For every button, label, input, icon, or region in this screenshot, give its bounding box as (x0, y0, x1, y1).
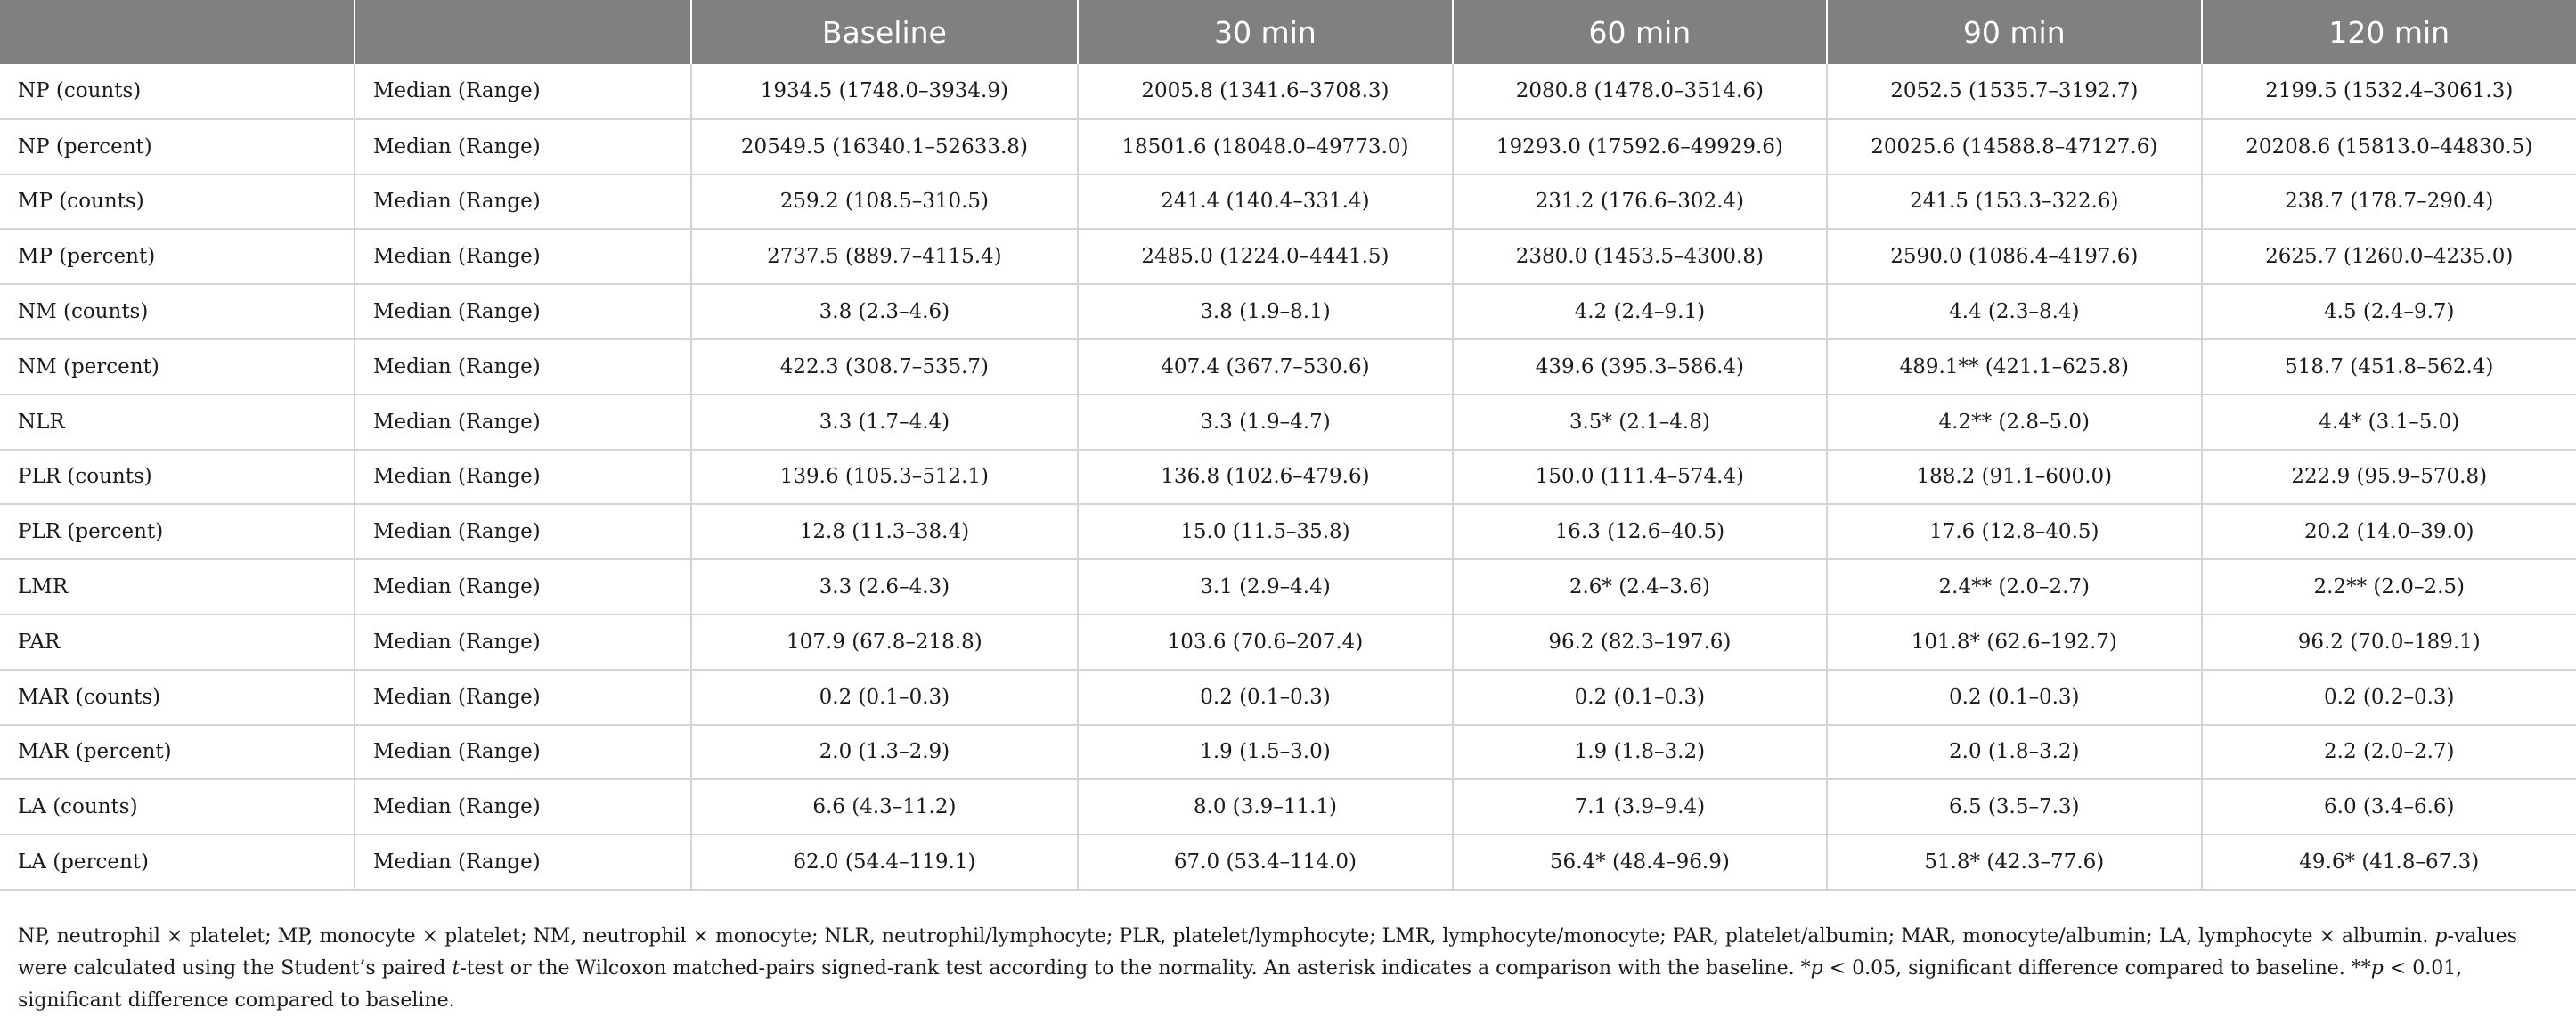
value-cell: 4.4* (3.1–5.0) (2202, 395, 2576, 450)
value-cell: 3.3 (1.7–4.4) (691, 395, 1079, 450)
footnote-text: -test or the Wilcoxon matched-pairs signed-rank test according to the normality. An asterisk indicates a comparison with the baseline. * (460, 957, 1810, 980)
row-label: PLR (counts) (0, 450, 355, 505)
value-cell: 136.8 (102.6–479.6) (1078, 450, 1452, 505)
table-header-row (0, 0, 2576, 64)
footnote-text: -values were calculated using the Student’s paired (18, 925, 2517, 980)
footnote-italic-t: t (452, 957, 461, 980)
row-label: MAR (counts) (0, 670, 355, 725)
value-cell: 2.6* (2.4–3.6) (1453, 559, 1827, 614)
value-cell: 2080.8 (1478.0–3514.6) (1453, 64, 1827, 119)
value-cell: 422.3 (308.7–535.7) (691, 339, 1079, 395)
header-cell-label (0, 0, 355, 64)
table-row (0, 834, 2576, 890)
value-cell: 0.2 (0.1–0.3) (1078, 670, 1452, 725)
table-row (0, 229, 2576, 284)
value-cell: 238.7 (178.7–290.4) (2202, 175, 2576, 230)
value-cell: 107.9 (67.8–218.8) (691, 614, 1079, 670)
value-cell: 188.2 (91.1–600.0) (1827, 450, 2201, 505)
value-cell: 101.8* (62.6–192.7) (1827, 614, 2201, 670)
value-cell: 0.2 (0.1–0.3) (1827, 670, 2201, 725)
table-row (0, 779, 2576, 834)
value-cell: 17.6 (12.8–40.5) (1827, 504, 2201, 559)
row-statistic: Median (Range) (355, 175, 691, 230)
table-row (0, 450, 2576, 505)
row-label: NLR (0, 395, 355, 450)
value-cell: 2590.0 (1086.4–4197.6) (1827, 229, 2201, 284)
value-cell: 15.0 (11.5–35.8) (1078, 504, 1452, 559)
row-statistic: Median (Range) (355, 450, 691, 505)
value-cell: 3.8 (2.3–4.6) (691, 284, 1079, 339)
footnote-italic-p: p (2434, 925, 2447, 948)
value-cell: 3.3 (2.6–4.3) (691, 559, 1079, 614)
value-cell: 231.2 (176.6–302.4) (1453, 175, 1827, 230)
value-cell: 6.6 (4.3–11.2) (691, 779, 1079, 834)
value-cell: 1.9 (1.8–3.2) (1453, 725, 1827, 780)
table-row (0, 614, 2576, 670)
table-footnote (18, 921, 2556, 1017)
row-label: NP (counts) (0, 64, 355, 119)
value-cell: 2.2 (2.0–2.7) (2202, 725, 2576, 780)
value-cell: 2052.5 (1535.7–3192.7) (1827, 64, 2201, 119)
value-cell: 2625.7 (1260.0–4235.0) (2202, 229, 2576, 284)
header-cell-stat (355, 0, 691, 64)
table-row (0, 395, 2576, 450)
value-cell: 2380.0 (1453.5–4300.8) (1453, 229, 1827, 284)
value-cell: 4.2** (2.8–5.0) (1827, 395, 2201, 450)
value-cell: 18501.6 (18048.0–49773.0) (1078, 119, 1452, 175)
value-cell: 150.0 (111.4–574.4) (1453, 450, 1827, 505)
row-label: MAR (percent) (0, 725, 355, 780)
value-cell: 489.1** (421.1–625.8) (1827, 339, 2201, 395)
value-cell: 0.2 (0.2–0.3) (2202, 670, 2576, 725)
table-row (0, 725, 2576, 780)
row-statistic: Median (Range) (355, 64, 691, 119)
row-label: LMR (0, 559, 355, 614)
value-cell: 96.2 (70.0–189.1) (2202, 614, 2576, 670)
table-row (0, 339, 2576, 395)
row-label: LA (counts) (0, 779, 355, 834)
value-cell: 2199.5 (1532.4–3061.3) (2202, 64, 2576, 119)
value-cell: 3.1 (2.9–4.4) (1078, 559, 1452, 614)
row-label: LA (percent) (0, 834, 355, 890)
value-cell: 96.2 (82.3–197.6) (1453, 614, 1827, 670)
row-statistic: Median (Range) (355, 119, 691, 175)
header-cell-30-min: 30 min (1078, 0, 1452, 64)
value-cell: 3.3 (1.9–4.7) (1078, 395, 1452, 450)
footnote-text: < 0.01, significant difference compared to baseline. (18, 957, 2462, 1012)
table-body (0, 64, 2576, 890)
value-cell: 2.4** (2.0–2.7) (1827, 559, 2201, 614)
header-cell-baseline: Baseline (691, 0, 1079, 64)
value-cell: 67.0 (53.4–114.0) (1078, 834, 1452, 890)
value-cell: 2.2** (2.0–2.5) (2202, 559, 2576, 614)
footnote-italic-p: p (2371, 957, 2384, 980)
value-cell: 56.4* (48.4–96.9) (1453, 834, 1827, 890)
value-cell: 7.1 (3.9–9.4) (1453, 779, 1827, 834)
value-cell: 1.9 (1.5–3.0) (1078, 725, 1452, 780)
value-cell: 1934.5 (1748.0–3934.9) (691, 64, 1079, 119)
row-label: MP (percent) (0, 229, 355, 284)
value-cell: 2005.8 (1341.6–3708.3) (1078, 64, 1452, 119)
value-cell: 20549.5 (16340.1–52633.8) (691, 119, 1079, 175)
value-cell: 2.0 (1.8–3.2) (1827, 725, 2201, 780)
row-label: NM (counts) (0, 284, 355, 339)
row-statistic: Median (Range) (355, 229, 691, 284)
value-cell: 6.5 (3.5–7.3) (1827, 779, 2201, 834)
value-cell: 139.6 (105.3–512.1) (691, 450, 1079, 505)
value-cell: 241.5 (153.3–322.6) (1827, 175, 2201, 230)
value-cell: 3.5* (2.1–4.8) (1453, 395, 1827, 450)
value-cell: 16.3 (12.6–40.5) (1453, 504, 1827, 559)
row-statistic: Median (Range) (355, 339, 691, 395)
row-statistic: Median (Range) (355, 559, 691, 614)
value-cell: 241.4 (140.4–331.4) (1078, 175, 1452, 230)
value-cell: 103.6 (70.6–207.4) (1078, 614, 1452, 670)
value-cell: 20208.6 (15813.0–44830.5) (2202, 119, 2576, 175)
table-row (0, 504, 2576, 559)
value-cell: 222.9 (95.9–570.8) (2202, 450, 2576, 505)
row-statistic: Median (Range) (355, 725, 691, 780)
value-cell: 62.0 (54.4–119.1) (691, 834, 1079, 890)
row-label: NM (percent) (0, 339, 355, 395)
row-label: PLR (percent) (0, 504, 355, 559)
value-cell: 2.0 (1.3–2.9) (691, 725, 1079, 780)
header-cell-120-min: 120 min (2202, 0, 2576, 64)
row-statistic: Median (Range) (355, 395, 691, 450)
footnote-italic-p: p (1811, 957, 1823, 980)
footnote-text: < 0.05, significant difference compared to baseline. ** (1823, 957, 2371, 980)
row-label: MP (counts) (0, 175, 355, 230)
table-row (0, 284, 2576, 339)
row-statistic: Median (Range) (355, 670, 691, 725)
table-row (0, 175, 2576, 230)
value-cell: 407.4 (367.7–530.6) (1078, 339, 1452, 395)
value-cell: 49.6* (41.8–67.3) (2202, 834, 2576, 890)
row-statistic: Median (Range) (355, 834, 691, 890)
value-cell: 0.2 (0.1–0.3) (1453, 670, 1827, 725)
footnote-text: NP, neutrophil × platelet; MP, monocyte × platelet; NM, neutrophil × monocyte; NLR, neutrophil/lymphocyte; PLR, platelet/lymphocyte; LMR, lymphocyte/monocyte; PAR, platelet/albumin; MAR, monocyte/albumin; LA, lymphocyte × albumin. (18, 925, 2434, 948)
value-cell: 439.6 (395.3–586.4) (1453, 339, 1827, 395)
value-cell: 20025.6 (14588.8–47127.6) (1827, 119, 2201, 175)
value-cell: 518.7 (451.8–562.4) (2202, 339, 2576, 395)
row-statistic: Median (Range) (355, 284, 691, 339)
row-label: PAR (0, 614, 355, 670)
value-cell: 12.8 (11.3–38.4) (691, 504, 1079, 559)
table-row (0, 670, 2576, 725)
value-cell: 19293.0 (17592.6–49929.6) (1453, 119, 1827, 175)
row-statistic: Median (Range) (355, 504, 691, 559)
value-cell: 6.0 (3.4–6.6) (2202, 779, 2576, 834)
value-cell: 8.0 (3.9–11.1) (1078, 779, 1452, 834)
header-cell-90-min: 90 min (1827, 0, 2201, 64)
value-cell: 2737.5 (889.7–4115.4) (691, 229, 1079, 284)
value-cell: 4.4 (2.3–8.4) (1827, 284, 2201, 339)
value-cell: 2485.0 (1224.0–4441.5) (1078, 229, 1452, 284)
value-cell: 0.2 (0.1–0.3) (691, 670, 1079, 725)
value-cell: 4.2 (2.4–9.1) (1453, 284, 1827, 339)
value-cell: 4.5 (2.4–9.7) (2202, 284, 2576, 339)
row-statistic: Median (Range) (355, 779, 691, 834)
row-statistic: Median (Range) (355, 614, 691, 670)
table-row (0, 64, 2576, 119)
value-cell: 3.8 (1.9–8.1) (1078, 284, 1452, 339)
value-cell: 20.2 (14.0–39.0) (2202, 504, 2576, 559)
header-cell-60-min: 60 min (1453, 0, 1827, 64)
row-label: NP (percent) (0, 119, 355, 175)
table-row (0, 559, 2576, 614)
value-cell: 51.8* (42.3–77.6) (1827, 834, 2201, 890)
value-cell: 259.2 (108.5–310.5) (691, 175, 1079, 230)
table-row (0, 119, 2576, 175)
